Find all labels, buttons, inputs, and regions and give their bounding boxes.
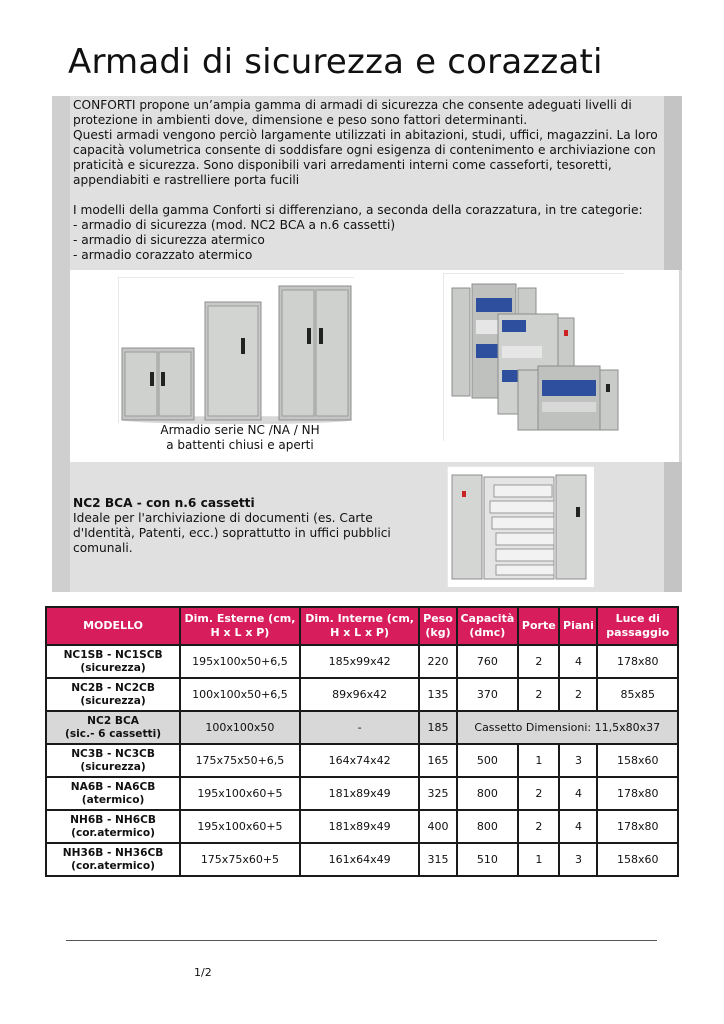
model-cell bbox=[46, 678, 180, 711]
cell-ext: 195x100x60+5 bbox=[180, 810, 300, 843]
cell-peso: 135 bbox=[419, 678, 456, 711]
table-row bbox=[46, 777, 678, 810]
model-name: NC2B - NC2CB bbox=[71, 681, 155, 694]
cell-cap: 800 bbox=[457, 810, 519, 843]
cell-int: 181x89x49 bbox=[300, 810, 420, 843]
safe-cabinets-closed-photo bbox=[118, 277, 354, 423]
cell-ext: 100x100x50 bbox=[180, 711, 300, 744]
cell-peso: 220 bbox=[419, 645, 456, 678]
cell-peso: 325 bbox=[419, 777, 456, 810]
col-header-dim-esterne: Dim. Esterne (cm, H x L x P) bbox=[180, 607, 300, 645]
cell-peso: 165 bbox=[419, 744, 456, 777]
cell-int: 164x74x42 bbox=[300, 744, 420, 777]
model-type: (sicurezza) bbox=[80, 661, 146, 674]
model-cell bbox=[46, 744, 180, 777]
model-cell bbox=[46, 777, 180, 810]
cell-cap: 510 bbox=[457, 843, 519, 876]
category-item: - armadio corazzato atermico bbox=[73, 248, 253, 262]
model-type: (sicurezza) bbox=[80, 694, 146, 707]
model-type: (atermico) bbox=[81, 793, 145, 806]
model-type: (sicurezza) bbox=[80, 760, 146, 773]
cell-luce: 85x85 bbox=[597, 678, 678, 711]
page-number: 1/2 bbox=[194, 966, 212, 979]
cell-cap: 370 bbox=[457, 678, 519, 711]
col-header-dim-interne: Dim. Interne (cm, H x L x P) bbox=[300, 607, 420, 645]
model-name: NH6B - NH6CB bbox=[70, 813, 156, 826]
cell-peso: 400 bbox=[419, 810, 456, 843]
safe-cabinets-open-photo bbox=[443, 273, 624, 441]
table-row bbox=[46, 678, 678, 711]
cell-ext: 175x75x50+6,5 bbox=[180, 744, 300, 777]
cell-piani: 4 bbox=[559, 777, 597, 810]
model-type: (cor.atermico) bbox=[71, 859, 155, 872]
nc2-heading: NC2 BCA - con n.6 cassetti bbox=[73, 496, 255, 510]
cell-int: 161x64x49 bbox=[300, 843, 420, 876]
intro-paragraph-1: CONFORTI propone un’ampia gamma di armadi di sicurezza che consente adeguati livelli di protezione in ambienti dove, dimensione e peso sono fattori determinanti. bbox=[73, 98, 632, 127]
cell-cap: 500 bbox=[457, 744, 519, 777]
cell-luce: 178x80 bbox=[597, 645, 678, 678]
category-item: - armadio di sicurezza atermico bbox=[73, 233, 265, 247]
col-header-modello: MODELLO bbox=[46, 607, 180, 645]
cell-int: 181x89x49 bbox=[300, 777, 420, 810]
caption-line-2: a battenti chiusi e aperti bbox=[166, 438, 314, 452]
cell-porte: 2 bbox=[518, 810, 559, 843]
table-header-row bbox=[46, 607, 678, 645]
nc2-text: Ideale per l'archiviazione di documenti (es. Carte d'Identità, Patenti, ecc.) soprattutto in uffici pubblici comunali. bbox=[73, 511, 391, 555]
cell-porte: 1 bbox=[518, 843, 559, 876]
categories-intro: I modelli della gamma Conforti si differenziano, a seconda della corazzatura, in tre categorie: bbox=[73, 203, 643, 217]
cell-piani: 3 bbox=[559, 843, 597, 876]
col-header-piani: Piani bbox=[559, 607, 597, 645]
cell-luce: 178x80 bbox=[597, 777, 678, 810]
intro-paragraph-2: Questi armadi vengono perciò largamente utilizzati in abitazioni, studi, uffici, magazzini. La loro capacità volumetrica consente di soddisfare ogni esigenza di contenimento e archiviazione con praticità e sicurezza. Sono disponibili vari arredamenti interni come casseforti, tesoretti, appendiabiti e rastrelliere porta fucili bbox=[73, 128, 658, 187]
cell-porte: 2 bbox=[518, 678, 559, 711]
cell-ext: 100x100x50+6,5 bbox=[180, 678, 300, 711]
cell-cap: 760 bbox=[457, 645, 519, 678]
model-type: (sic.- 6 cassetti) bbox=[65, 727, 162, 740]
cell-cap: 800 bbox=[457, 777, 519, 810]
cell-luce: 158x60 bbox=[597, 843, 678, 876]
cell-porte: 2 bbox=[518, 777, 559, 810]
cell-porte: 2 bbox=[518, 645, 559, 678]
model-type: (cor.atermico) bbox=[71, 826, 155, 839]
model-cell bbox=[46, 645, 180, 678]
col-header-luce: Luce di passaggio bbox=[597, 607, 678, 645]
cell-piani: 2 bbox=[559, 678, 597, 711]
nc2-description bbox=[73, 496, 413, 556]
model-cell bbox=[46, 711, 180, 744]
cell-piani: 3 bbox=[559, 744, 597, 777]
model-cell bbox=[46, 843, 180, 876]
spec-table bbox=[45, 606, 679, 877]
cell-luce: 158x60 bbox=[597, 744, 678, 777]
category-item: - armadio di sicurezza (mod. NC2 BCA a n.6 cassetti) bbox=[73, 218, 396, 232]
model-name: NC3B - NC3CB bbox=[71, 747, 155, 760]
model-cell bbox=[46, 810, 180, 843]
cell-piani: 4 bbox=[559, 810, 597, 843]
drawer-cabinet-photo bbox=[447, 466, 593, 586]
cell-luce: 178x80 bbox=[597, 810, 678, 843]
intro-text bbox=[73, 98, 673, 263]
cell-peso: 185 bbox=[419, 711, 456, 744]
cell-ext: 195x100x50+6,5 bbox=[180, 645, 300, 678]
table-row bbox=[46, 843, 678, 876]
cell-drawer-dimensions: Cassetto Dimensioni: 11,5x80x37 bbox=[457, 711, 678, 744]
table-row bbox=[46, 810, 678, 843]
col-header-peso: Peso (kg) bbox=[419, 607, 456, 645]
cell-piani: 4 bbox=[559, 645, 597, 678]
col-header-capacita: Capacità (dmc) bbox=[457, 607, 519, 645]
cell-int: - bbox=[300, 711, 420, 744]
table-row bbox=[46, 744, 678, 777]
col-header-porte: Porte bbox=[518, 607, 559, 645]
footer-divider bbox=[66, 940, 657, 941]
cell-porte: 1 bbox=[518, 744, 559, 777]
model-name: NH36B - NH36CB bbox=[62, 846, 164, 859]
table-row bbox=[46, 711, 678, 744]
cell-peso: 315 bbox=[419, 843, 456, 876]
cell-int: 185x99x42 bbox=[300, 645, 420, 678]
cell-ext: 175x75x60+5 bbox=[180, 843, 300, 876]
model-name: NC2 BCA bbox=[87, 714, 139, 727]
photo-caption bbox=[130, 423, 350, 453]
model-name: NC1SB - NC1SCB bbox=[63, 648, 163, 661]
model-name: NA6B - NA6CB bbox=[70, 780, 156, 793]
page-title: Armadi di sicurezza e corazzati bbox=[68, 42, 603, 82]
cell-int: 89x96x42 bbox=[300, 678, 420, 711]
table-row bbox=[46, 645, 678, 678]
cell-ext: 195x100x60+5 bbox=[180, 777, 300, 810]
caption-line-1: Armadio serie NC /NA / NH bbox=[160, 423, 320, 437]
